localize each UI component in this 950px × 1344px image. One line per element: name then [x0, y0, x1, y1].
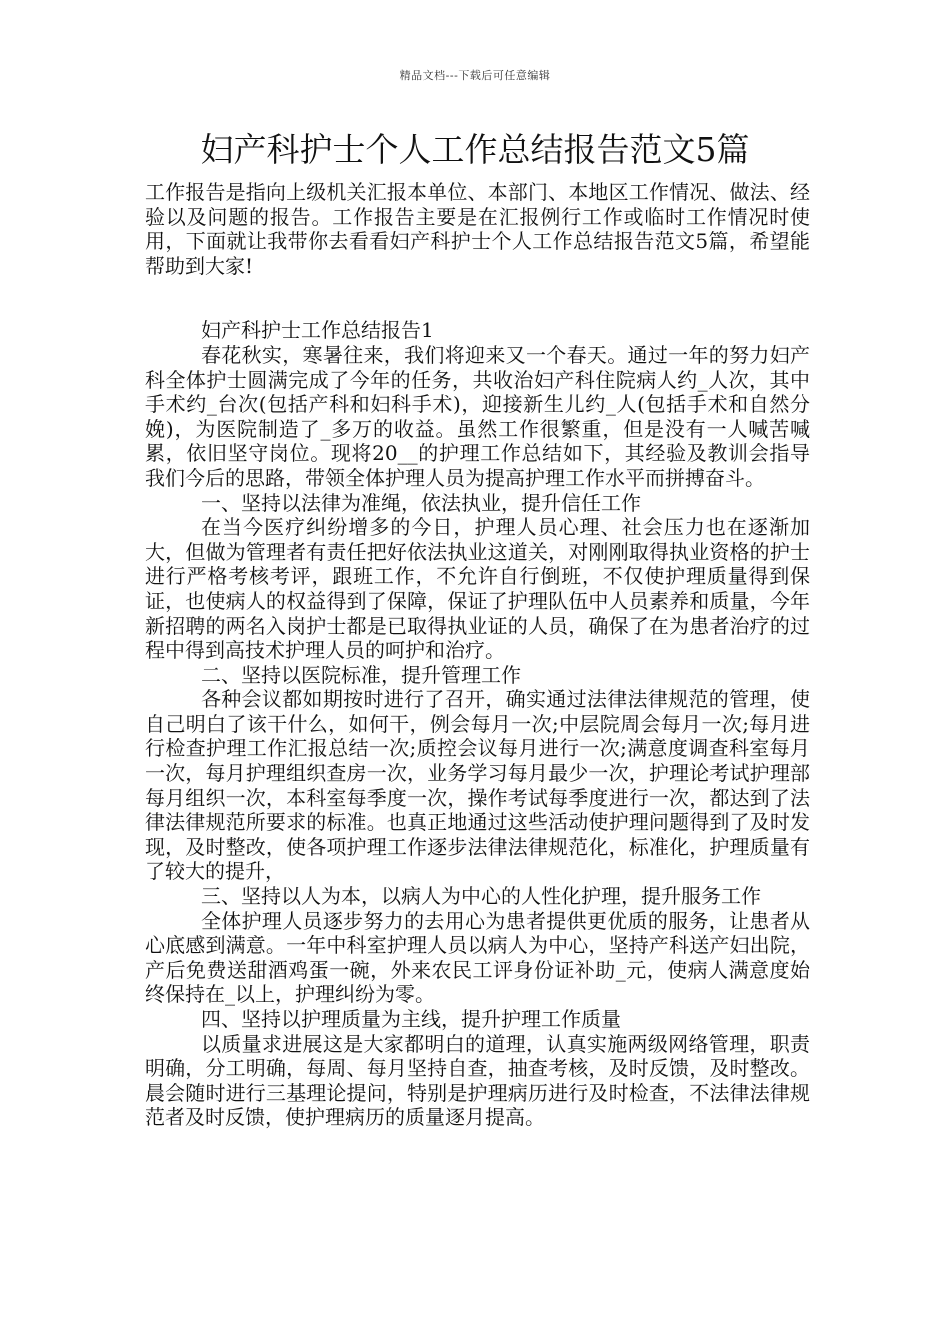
paragraph-section-3: 全体护理人员逐步努力的去用心为患者提供更优质的服务，让患者从心底感到满意。一年中科室护理人员以病人为中心，坚持产科送产妇出院，产后免费送甜酒鸡蛋一碗，外来农民工评身份证补助_元，使病人满意度始终保持在_以上，护理纠纷为零。	[145, 908, 810, 1007]
intro-paragraph: 工作报告是指向上级机关汇报本单位、本部门、本地区工作情况、做法、经验以及问题的报告。工作报告主要是在汇报例行工作或临时工作情况时使用，下面就让我带你去看看妇产科护士个人工作总结报告范文5篇，希望能帮助到大家!	[145, 180, 810, 278]
document-title: 妇产科护士个人工作总结报告范文5篇	[200, 130, 750, 169]
paragraph-section-1: 在当今医疗纠纷增多的今日，护理人员心理、社会压力也在逐渐加大，但做为管理者有责任把好依法执业这道关，对刚刚取得执业资格的护士进行严格考核考评，跟班工作，不允许自行倒班，不仅使护理质量得到保证，也使病人的权益得到了保障，保证了护理队伍中人员素养和质量，今年新招聘的两名入岗护士都是已取得执业证的人员，确保了在为患者治疗的过程中得到高技术护理人员的呵护和治疗。	[145, 515, 810, 663]
header-note: 精品文档---下载后可任意编辑	[399, 69, 551, 82]
document-body	[145, 180, 810, 1130]
paragraph-opening: 春花秋实，寒暑往来，我们将迎来又一个春天。通过一年的努力妇产科全体护士圆满完成了今年的任务，共收治妇产科住院病人约_人次，其中手术约_台次(包括产科和妇科手术)，迎接新生儿约_人(包括手术和自然分娩)，为医院制造了_多万的收益。虽然工作很繁重，但是没有一人喊苦喊累，依旧坚守岗位。现将20__的护理工作总结如下，其经验及教训会指导我们今后的思路，带领全体护理人员为提高护理工作水平而拼搏奋斗。	[145, 342, 810, 490]
paragraph-section-2: 各种会议都如期按时进行了召开，确实通过法律法律规范的管理，使自己明白了该干什么，如何干，例会每月一次;中层院周会每月一次;每月进行检查护理工作汇报总结一次;质控会议每月进行一次;满意度调查科室每月一次，每月护理组织查房一次，业务学习每月最少一次，护理论考试护理部每月组织一次，本科室每季度一次，操作考试每季度进行一次，都达到了法律法律规范所要求的标准。也真正地通过这些活动使护理问题得到了及时发现，及时整改，使各项护理工作逐步法律法律规范化，标准化，护理质量有了较大的提升，	[145, 687, 810, 884]
section-heading-4: 四、坚持以护理质量为主线，提升护理工作质量	[201, 1007, 621, 1031]
section-heading-2: 二、坚持以医院标准，提升管理工作	[201, 662, 521, 687]
report-label: 妇产科护士工作总结报告1	[201, 318, 434, 343]
section-heading-3: 三、坚持以人为本，以病人为中心的人性化护理，提升服务工作	[201, 884, 761, 909]
paragraph-section-4: 以质量求进展这是大家都明白的道理，认真实施两级网络管理，职责明确，分工明确，每周、每月坚持自查，抽查考核，及时反馈，及时整改。晨会随时进行三基理论提问，特别是护理病历进行及时检查，不法律法律规范者及时反馈，使护理病历的质量逐月提高。	[145, 1031, 810, 1130]
section-heading-1: 一、坚持以法律为准绳，依法执业，提升信任工作	[201, 490, 641, 515]
